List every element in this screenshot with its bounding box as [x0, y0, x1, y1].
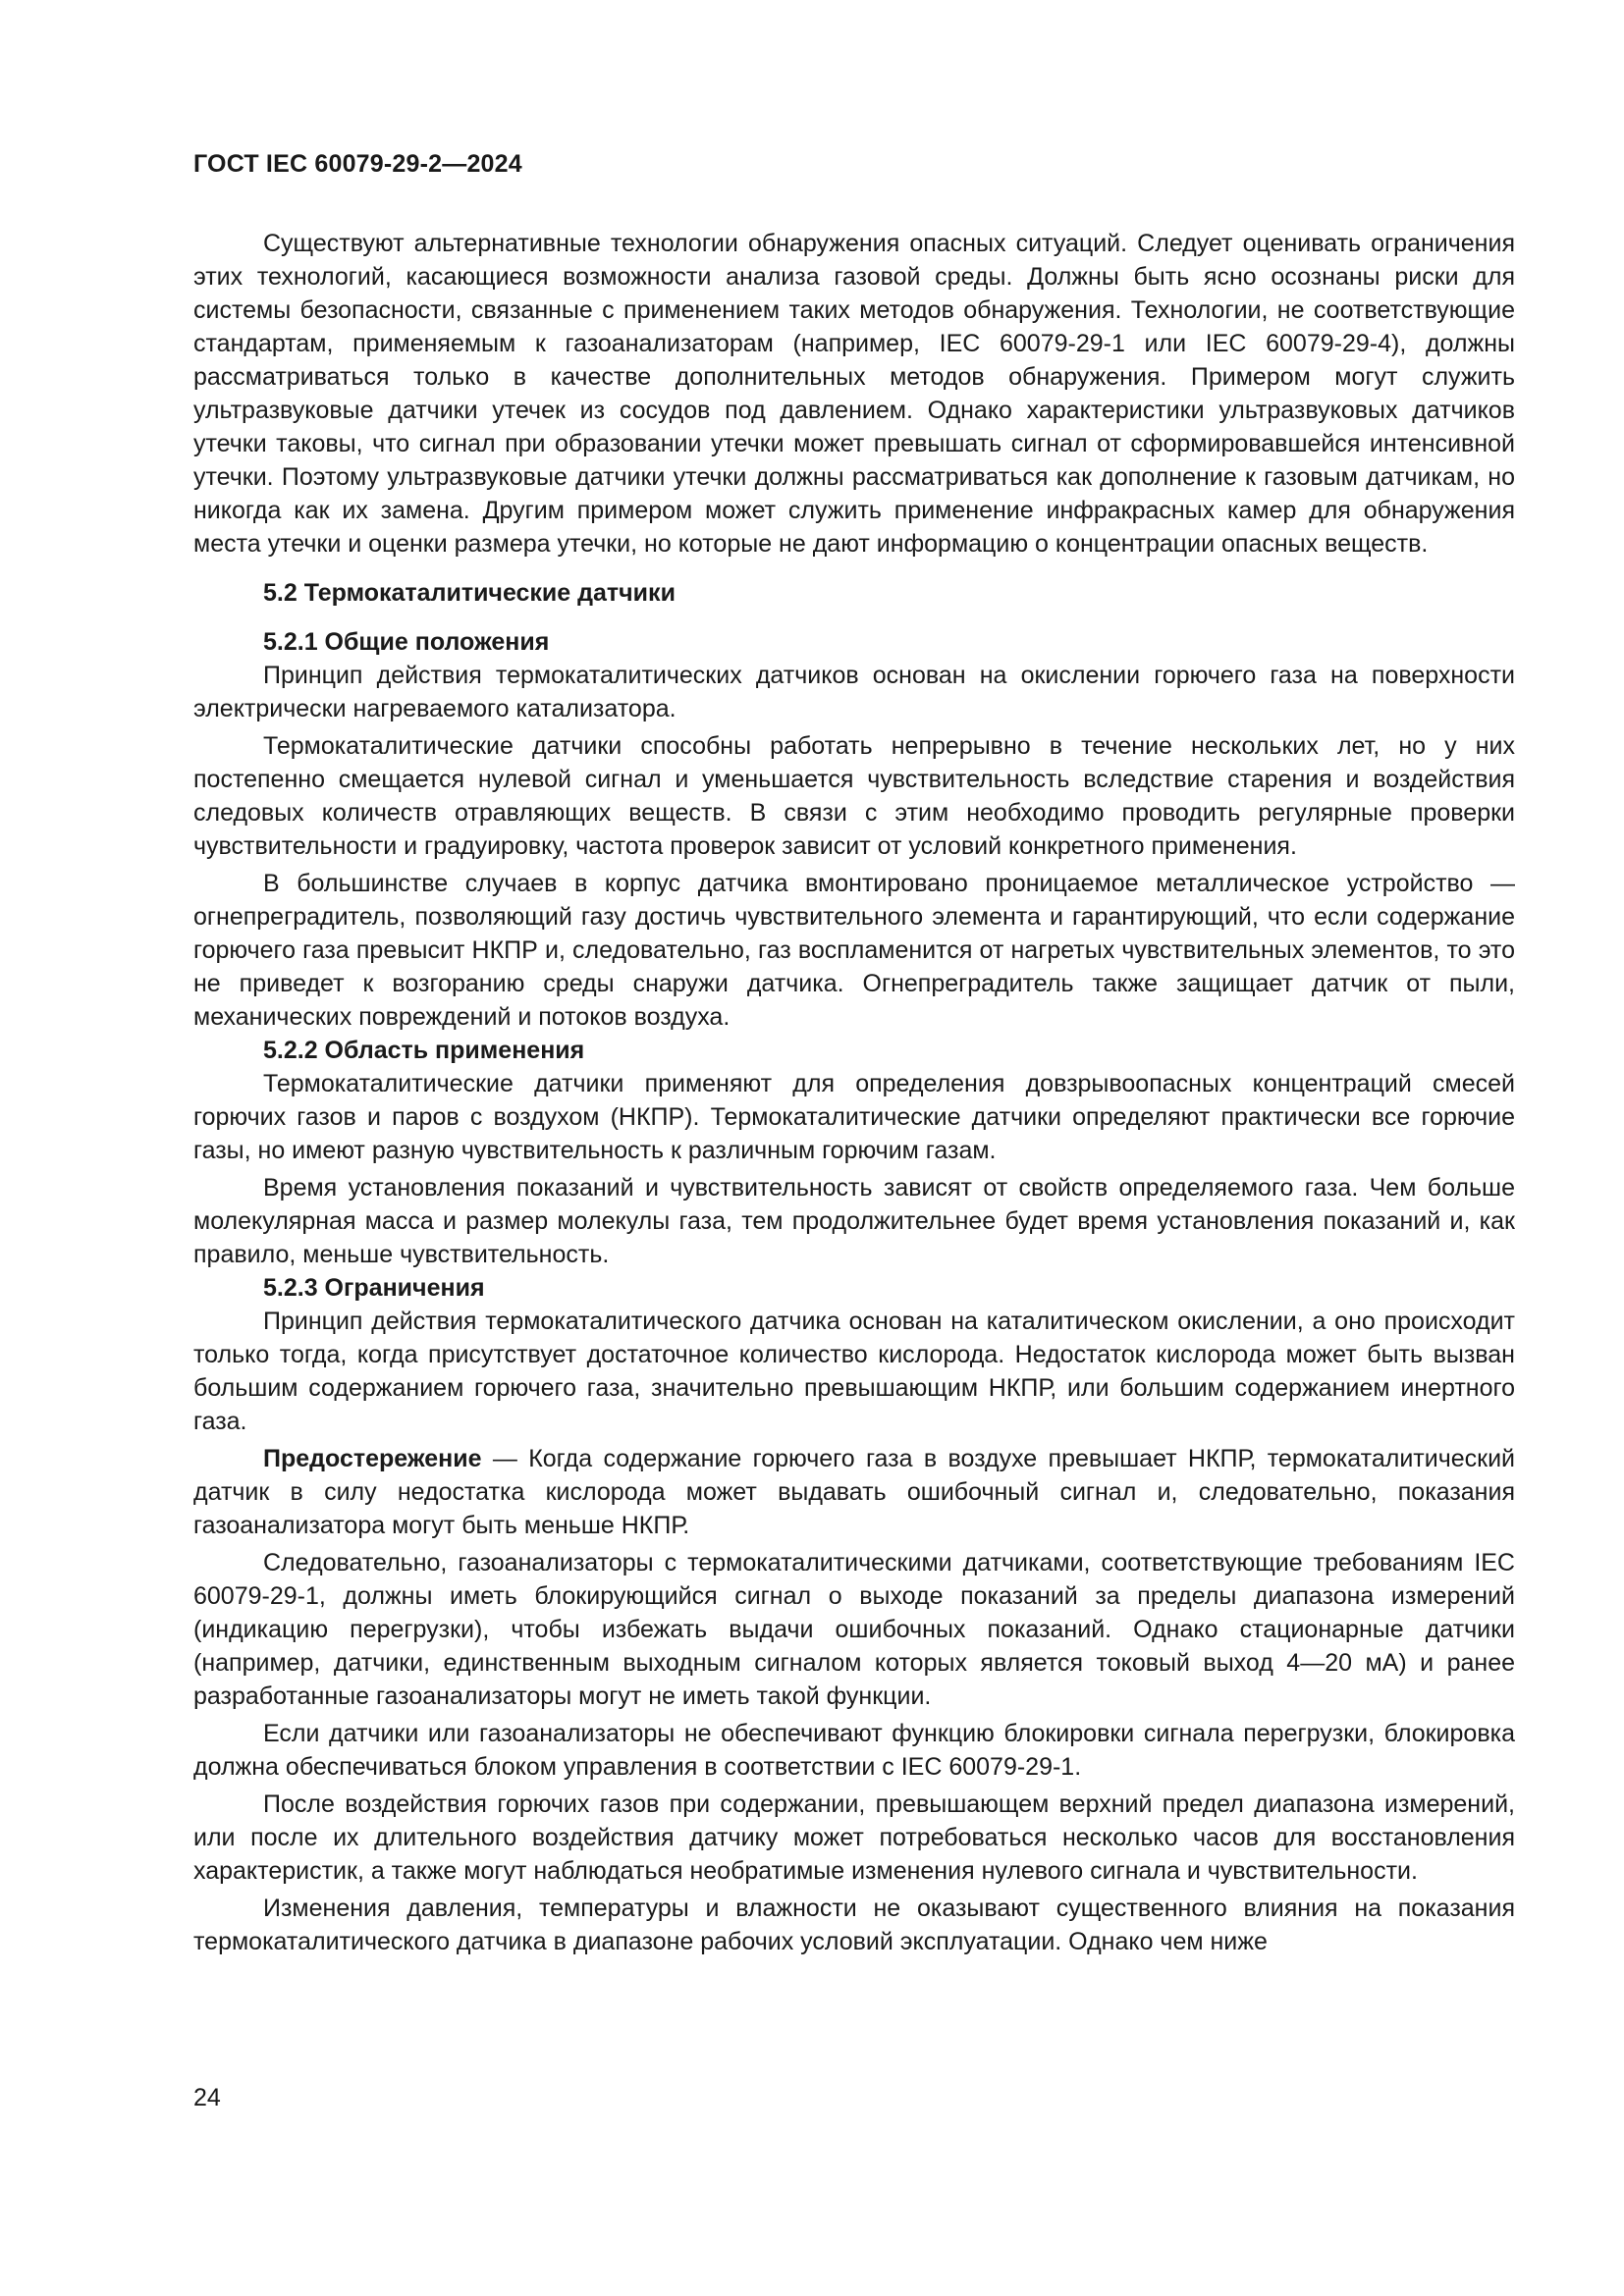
- section-5-2-3-paragraph-6: Изменения давления, температуры и влажности не оказывают существенного влияния на показания термокаталитического датчика в диапазоне рабочих условий эксплуатации. Однако чем ниже: [193, 1895, 1515, 1955]
- section-5-2-3-paragraph-1: Принцип действия термокаталитического датчика основан на каталитическом окислении, а оно происходит только тогда, когда присутствует достаточное количество кислорода. Недостаток кислорода может быть вызван большим содержанием горючего газа, значительно превышающим НКПР, или большим содержанием инертного газа.: [193, 1308, 1515, 1435]
- warning-paragraph: [193, 1442, 1515, 1542]
- section-5-2-1-paragraph-1: Принцип действия термокаталитических датчиков основан на окислении горючего газа на поверхности электрически нагреваемого катализатора.: [193, 662, 1515, 722]
- intro-paragraph: Существуют альтернативные технологии обнаружения опасных ситуаций. Следует оценивать ограничения этих технологий, касающиеся возможности анализа газовой среды. Должны быть ясно осознаны риски для системы безопасности, связанные с применением таких методов обнаружения. Технологии, не соответствующие стандартам, применяемым к газоанализаторам (например, IEC 60079-29-1 или IEC 60079-29-4), должны рассматриваться только в качестве дополнительных методов обнаружения. Примером могут служить ультразвуковые датчики утечек из сосудов под давлением. Однако характеристики ультразвуковых датчиков утечки таковы, что сигнал при образовании утечки может превышать сигнал от сформировавшейся интенсивной утечки. Поэтому ультразвуковые датчики утечки должны рассматриваться как дополнение к газовым датчикам, но никогда как их замена. Другим примером может служить применение инфракрасных камер для обнаружения места утечки и оценки размера утечки, но которые не дают информацию о концентрации опасных веществ.: [193, 230, 1515, 558]
- section-5-2-1-heading: 5.2.1 Общие положения: [263, 628, 550, 656]
- section-5-2-1-paragraph-2: Термокаталитические датчики способны работать непрерывно в течение нескольких лет, но у них постепенно смещается нулевой сигнал и уменьшается чувствительность вследствие старения и воздействия следовых количеств отравляющих веществ. В связи с этим необходимо проводить регулярные проверки чувствительности и градуировку, частота проверок зависит от условий конкретного применения.: [193, 732, 1515, 860]
- warning-lead: Предостережение: [263, 1445, 482, 1472]
- section-5-2-2-paragraph-2: Время установления показаний и чувствительность зависят от свойств определяемого газа. Чем больше молекулярная масса и размер молекулы газа, тем продолжительнее будет время установления показаний и, как правило, меньше чувствительность.: [193, 1174, 1515, 1268]
- section-5-2-heading: 5.2 Термокаталитические датчики: [263, 579, 676, 607]
- section-5-2-1-paragraph-3: В большинстве случаев в корпус датчика вмонтировано проницаемое металлическое устройство — огнепреградитель, позволяющий газу достичь чувствительного элемента и гарантирующий, что если содержание горючего газа превысит НКПР и, следовательно, газ воспламенится от нагретых чувствительных элементов, то это не приведет к возгоранию среды снаружи датчика. Огнепреградитель также защищает датчик от пыли, механических повреждений и потоков воздуха.: [193, 870, 1515, 1031]
- section-5-2-3-paragraph-5: После воздействия горючих газов при содержании, превышающем верхний предел диапазона измерений, или после их длительного воздействия датчику может потребоваться несколько часов для восстановления характеристик, а также могут наблюдаться необратимые изменения нулевого сигнала и чувствительности.: [193, 1790, 1515, 1885]
- page-number: 24: [193, 2084, 221, 2111]
- section-5-2-3-heading: 5.2.3 Ограничения: [263, 1274, 485, 1302]
- section-5-2-2-paragraph-1: Термокаталитические датчики применяют для определения довзрывоопасных концентраций смесей горючих газов и паров с воздухом (НКПР). Термокаталитические датчики определяют практически все горючие газы, но имеют разную чувствительность к различным горючим газам.: [193, 1070, 1515, 1164]
- document-header: ГОСТ IEC 60079-29-2—2024: [193, 150, 522, 178]
- section-5-2-3-paragraph-3: Следовательно, газоанализаторы с термокаталитическими датчиками, соответствующие требованиям IEC 60079-29-1, должны иметь блокирующийся сигнал о выходе показаний за пределы диапазона измерений (индикацию перегрузки), чтобы избежать выдачи ошибочных показаний. Однако стационарные датчики (например, датчики, единственным выходным сигналом которых является токовый выход 4—20 мА) и ранее разработанные газоанализаторы могут не иметь такой функции.: [193, 1549, 1515, 1710]
- section-5-2-2-heading: 5.2.2 Область применения: [263, 1037, 585, 1064]
- document-body: [193, 227, 1515, 1958]
- section-5-2-3-paragraph-4: Если датчики или газоанализаторы не обеспечивают функцию блокировки сигнала перегрузки, блокировка должна обеспечиваться блоком управления в соответствии с IEC 60079-29-1.: [193, 1720, 1515, 1781]
- warning-text: — Когда содержание горючего газа в воздухе превышает НКПР, термокаталитический датчик в силу недостатка кислорода может выдавать ошибочный сигнал и, следовательно, показания газоанализатора могут быть меньше НКПР.: [193, 1445, 1515, 1539]
